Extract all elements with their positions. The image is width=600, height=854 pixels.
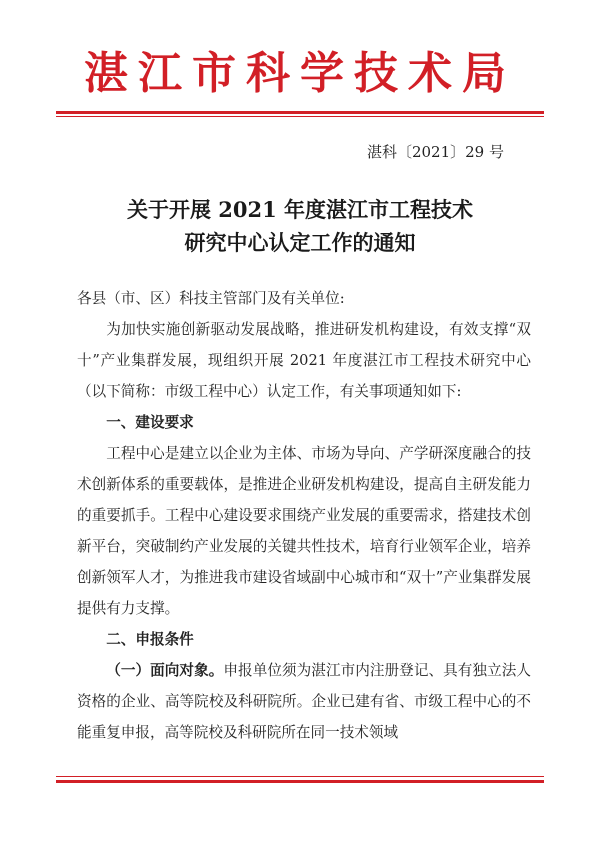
section-1-paragraph: 工程中心是建立以企业为主体、市场为导向、产学研深度融合的技术创新体系的重要载体，是推进企业研发机构建设，提高自主研发能力的重要抓手。工程中心建设要求围绕产业发展的重要需求，搭建技术创新平台，突破制约产业发展的关键共性技术，培育行业领军企业，培养创新领军人才，为推进我市建设省域副中心城市和“双十”产业集群发展提供有力支撑。	[77, 445, 531, 617]
document-title-line-2: 研究中心认定工作的通知	[184, 230, 416, 255]
letterhead-rule-thin	[56, 116, 544, 117]
letterhead-org-name: 湛江市科学技术局	[84, 48, 516, 99]
section-heading-1: 一、建设要求	[106, 414, 194, 431]
document-title-line-1: 关于开展 2021 年度湛江市工程技术	[126, 197, 474, 222]
letterhead-rule-thick	[56, 111, 544, 114]
subsection-1-paragraph	[77, 655, 531, 748]
subsection-1-text: 申报单位须为湛江市内注册登记、具有独立法人资格的企业、高等院校及科研院所。企业已建有省、市级工程中心的不能重复申报，高等院校及科研院所在同一技术领域	[77, 662, 531, 741]
subsection-1-label: （一）面向对象。	[106, 662, 224, 679]
intro-paragraph: 为加快实施创新驱动发展战略，推进研发机构建设，有效支撑“双十”产业集群发展，现组织开展 2021 年度湛江市工程技术研究中心（以下简称：市级工程中心）认定工作，有关事项通知如下:	[77, 321, 531, 400]
document-number: 湛科〔2021〕29 号	[366, 143, 504, 161]
footer-rule-thin	[56, 776, 544, 777]
document-body	[77, 283, 531, 748]
salutation: 各县（市、区）科技主管部门及有关单位:	[77, 290, 345, 307]
section-heading-2: 二、申报条件	[106, 631, 194, 648]
document-title	[0, 193, 600, 259]
footer-rule-thick	[56, 780, 544, 783]
